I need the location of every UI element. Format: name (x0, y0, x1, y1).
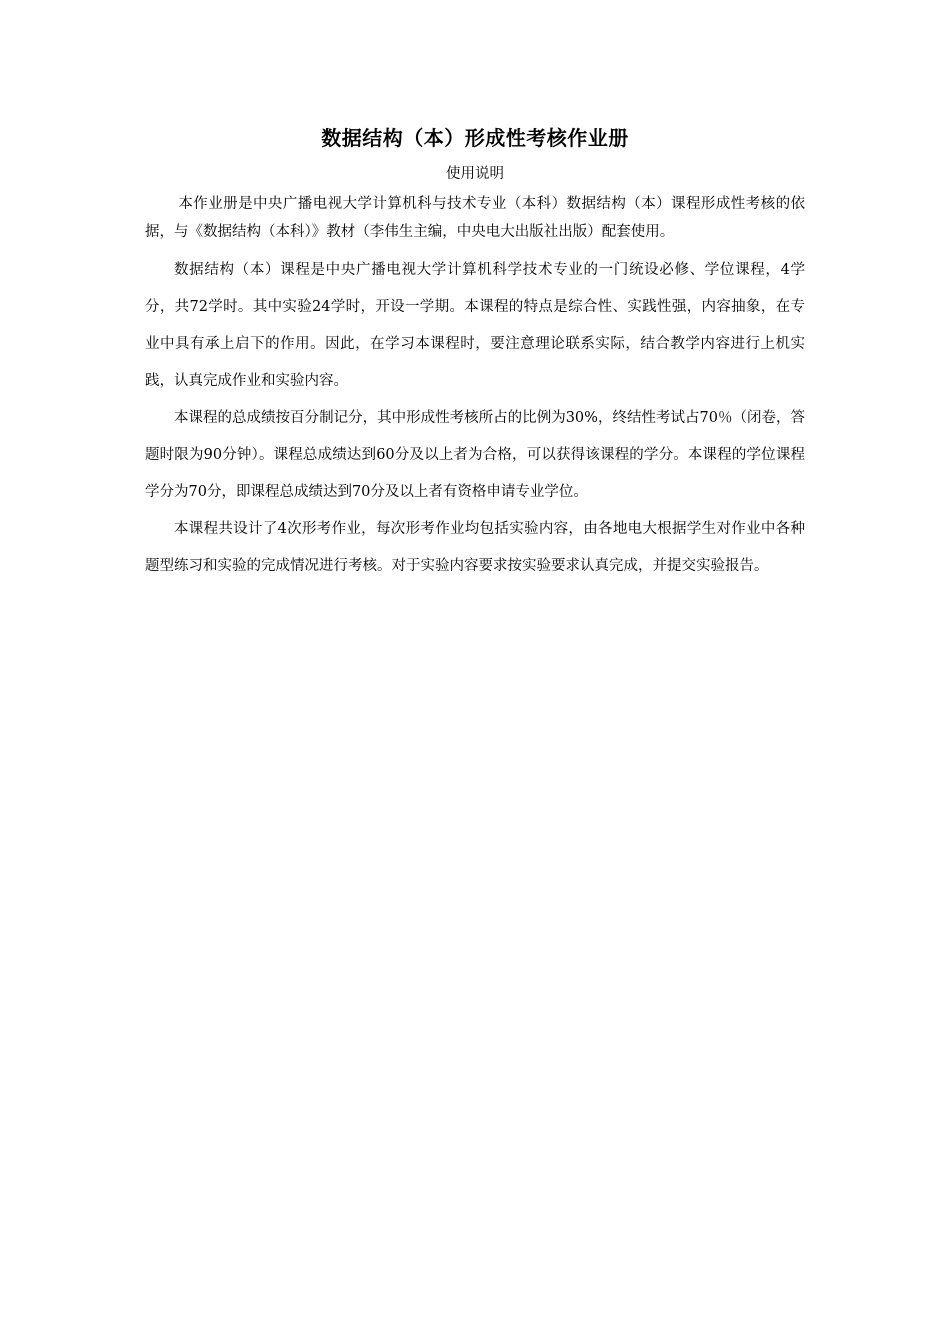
paragraph-course-description: 数据结构（本）课程是中央广播电视大学计算机科学技术专业的一门统设必修、学位课程，4学分，共72学时。其中实验24学时，开设一学期。本课程的特点是综合性、实践性强，内容抽象，在专业中具有承上启下的作用。因此，在学习本课程时，要注意理论联系实际，结合教学内容进行上机实践，认真完成作业和实验内容。 (145, 262, 805, 389)
paragraph-assignments: 本课程共设计了4次形考作业，每次形考作业均包括实验内容，由各地电大根据学生对作业中各种题型练习和实验的完成情况进行考核。对于实验内容要求按实验要求认真完成，并提交实验报告。 (145, 521, 805, 574)
paragraph-grading: 本课程的总成绩按百分制记分，其中形成性考核所占的比例为30%，终结性考试占70％（闭卷，答题时限为90分钟）。课程总成绩达到60分及以上者为合格，可以获得该课程的学分。本课程的学位课程学分为70分，即课程总成绩达到70分及以上者有资格申请专业学位。 (145, 410, 805, 500)
paragraph-intro: 本作业册是中央广播电视大学计算机科与技术专业（本科）数据结构（本）课程形成性考核的依据，与《数据结构（本科）》教材（李伟生主编，中央电大出版社出版）配套使用。 (145, 196, 805, 240)
document-subtitle: 使用说明 (446, 166, 504, 182)
document-body (145, 120, 805, 585)
document-title: 数据结构（本）形成性考核作业册 (321, 126, 629, 150)
